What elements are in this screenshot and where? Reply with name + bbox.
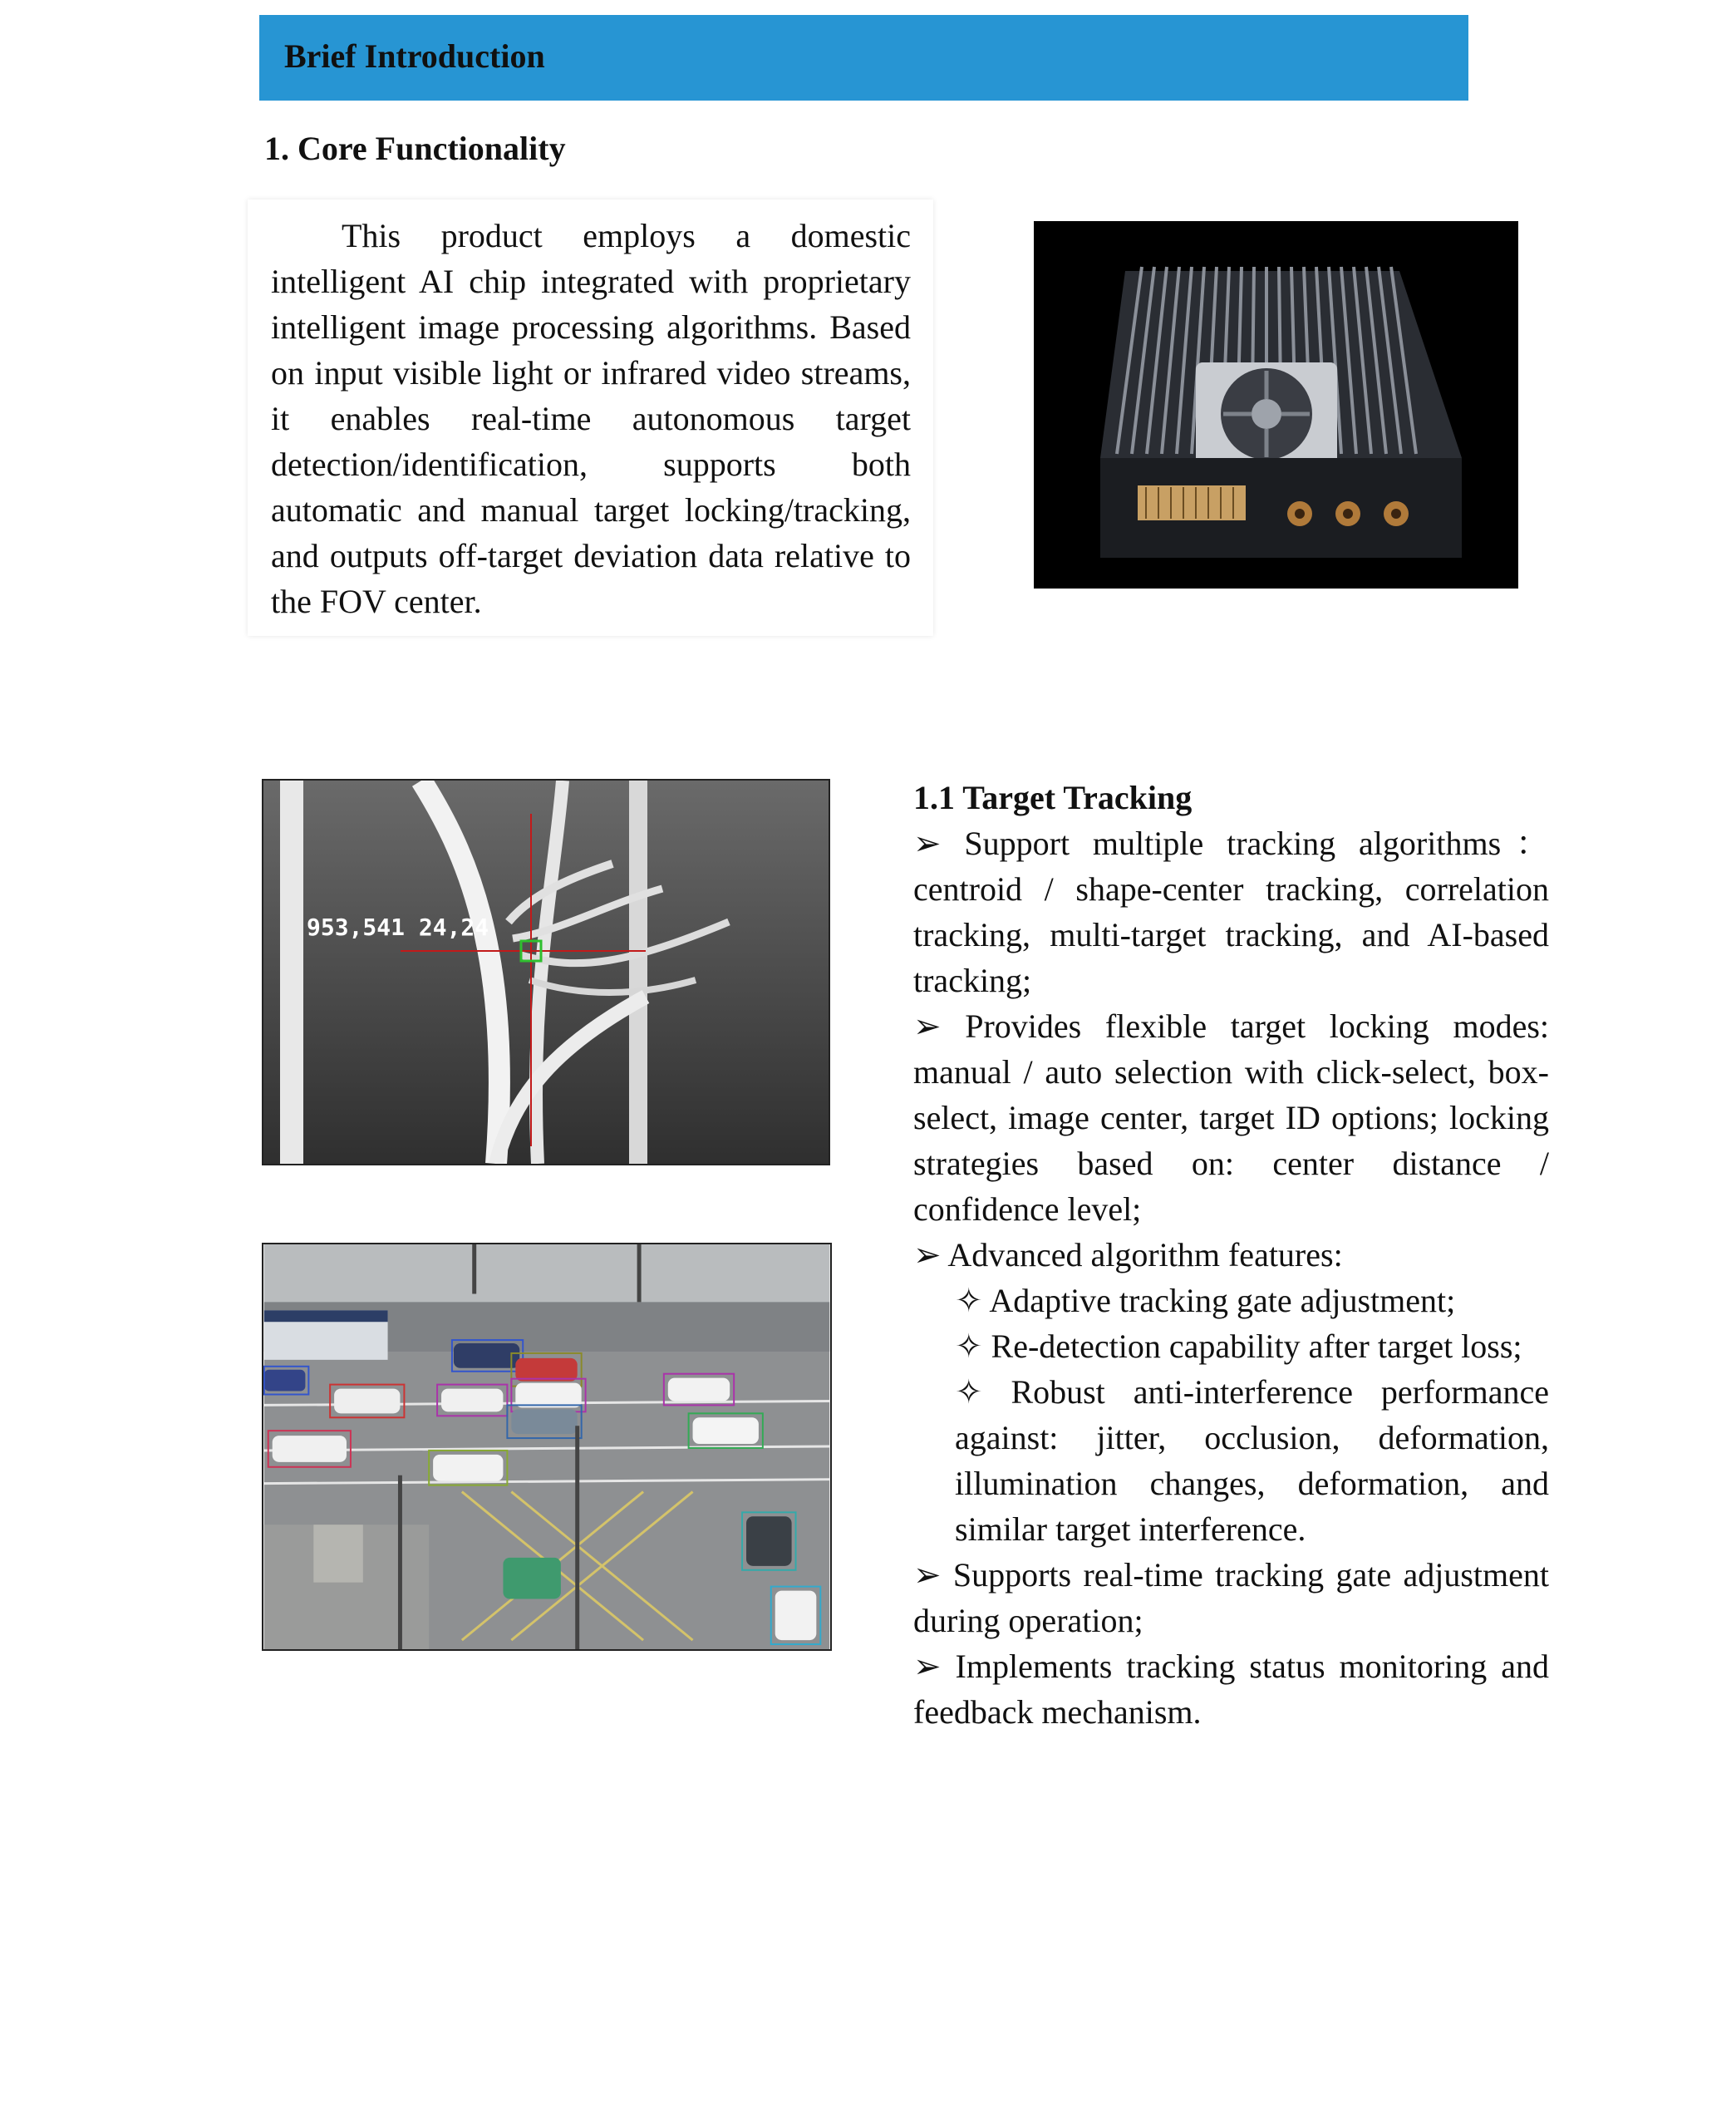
bullet-text: Provides flexible target locking modes: manual / auto selection with click-select, box-select, image center, target ID options; locking strategies based on: center distance / confidence level; — [913, 1007, 1550, 1228]
bullet-text: Supports real-time tracking gate adjustment during operation; — [913, 1556, 1550, 1639]
section-header-bar — [259, 15, 1468, 101]
tracking-sub-bullet — [955, 1369, 1549, 1552]
tracking-bullet — [913, 820, 1549, 1003]
tracking-readout: 953,541 24,24 — [307, 914, 489, 941]
tracking-title: 1.1 Target Tracking — [913, 779, 1193, 816]
tracking-bullet — [913, 1552, 1549, 1643]
sub-bullet-text: Adaptive tracking gate adjustment; — [989, 1282, 1456, 1319]
intro-paragraph: This product employs a domestic intelligent AI chip integrated with proprietary intelligent image processing algorithms. Based on input visible light or infrared video streams, it enables real-time autonomous target detection/identification, supports both automatic and manual target locking/tracking, and outputs off-target deviation data relative to the FOV center. — [271, 217, 911, 620]
star-bullet-icon: ✧ — [955, 1282, 983, 1319]
traffic-detection-image — [262, 1243, 832, 1651]
arrow-bullet-icon: ➢ — [913, 1556, 942, 1594]
sub-bullet-text: Robust anti-interference performance against: jitter, occlusion, deformation, illumination changes, deformation, and similar target interference. — [955, 1373, 1549, 1548]
arrow-bullet-icon: ➢ — [913, 1648, 942, 1685]
intro-text-box — [248, 200, 933, 636]
device-product-image — [1034, 221, 1518, 589]
tracking-bullet — [913, 1232, 1549, 1278]
section-title: 1. Core Functionality — [264, 130, 566, 167]
tracking-bullet — [913, 1643, 1549, 1735]
bullet-text: Advanced algorithm features: — [947, 1236, 1343, 1273]
star-bullet-icon: ✧ — [955, 1373, 983, 1411]
tracking-sub-bullet — [955, 1323, 1549, 1369]
arrow-bullet-icon: ➢ — [913, 1236, 942, 1273]
arrow-bullet-icon: ➢ — [913, 825, 942, 862]
bullet-text: Implements tracking status monitoring and feedback mechanism. — [913, 1648, 1550, 1731]
sub-bullet-text: Re-detection capability after target loss; — [991, 1328, 1522, 1365]
target-tracking-section — [913, 775, 1549, 1735]
thermal-tracking-image — [262, 779, 830, 1165]
tracking-sub-bullet — [955, 1278, 1549, 1323]
thermal-scene — [263, 781, 829, 1164]
tracking-bullet — [913, 1003, 1549, 1232]
header-title: Brief Introduction — [284, 37, 545, 75]
arrow-bullet-icon: ➢ — [913, 1007, 942, 1045]
bullet-text: Support multiple tracking algorithms： centroid / shape-center tracking, correlation tracking, multi-target tracking, and AI-based tracking; — [913, 825, 1550, 999]
star-bullet-icon: ✧ — [955, 1328, 983, 1365]
